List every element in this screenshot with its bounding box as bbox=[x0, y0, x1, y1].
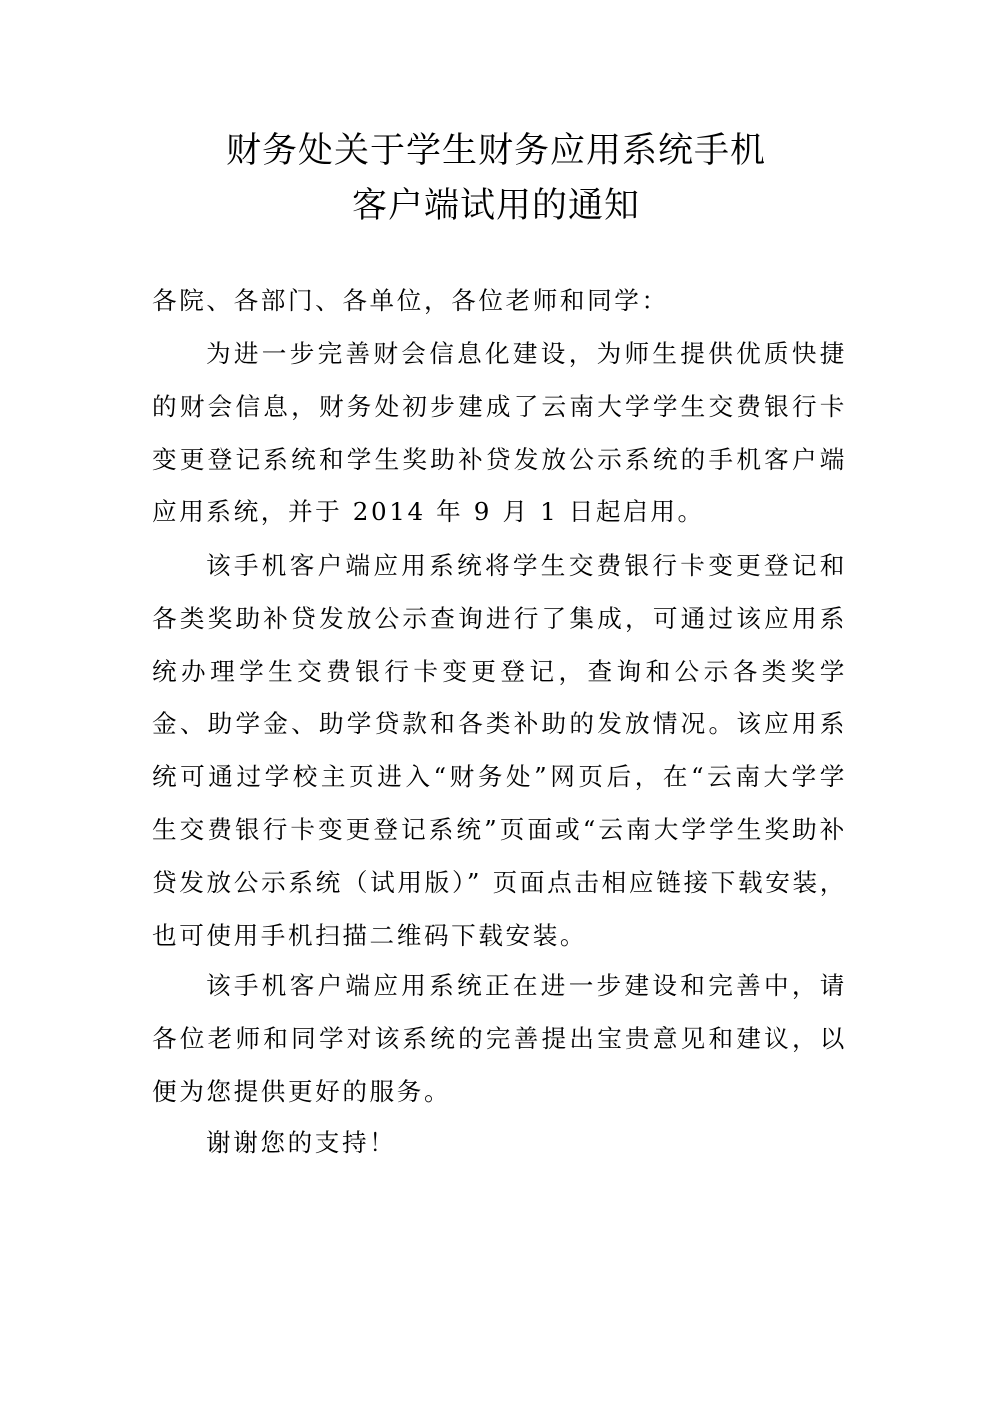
paragraph-3: 该手机客户端应用系统正在进一步建设和完善中，请各位老师和同学对该系统的完善提出宝贵意见和建议，以便为您提供更好的服务。 bbox=[152, 971, 847, 1106]
salutation: 各院、各部门、各单位，各位老师和同学： bbox=[152, 286, 669, 315]
paragraph-2: 该手机客户端应用系统将学生交费银行卡变更登记和各类奖助补贷发放公示查询进行了集成，可通过该应用系统办理学生交费银行卡变更登记，查询和公示各类奖学金、助学金、助学贷款和各类补助的发放情况。该应用系统可通过学校主页进入“财务处”网页后，在“云南大学学生交费银行卡变更登记系统”页面或“云南大学学生奖助补贷发放公示系统（试用版）” 页面点击相应链接下载安装，也可使用手机扫描二维码下载安装。 bbox=[152, 551, 847, 950]
document-title-line-2: 客户端试用的通知 bbox=[351, 186, 640, 226]
paragraph-1: 为进一步完善财会信息化建设，为师生提供优质快捷的财会信息，财务处初步建成了云南大学学生交费银行卡变更登记系统和学生奖助补贷发放公示系统的手机客户端应用系统，并于 2014 年 9 月 1 日起启用。 bbox=[152, 339, 847, 527]
document-title-line-1: 财务处关于学生财务应用系统手机 bbox=[225, 131, 766, 171]
closing-line: 谢谢您的支持！ bbox=[206, 1128, 397, 1157]
